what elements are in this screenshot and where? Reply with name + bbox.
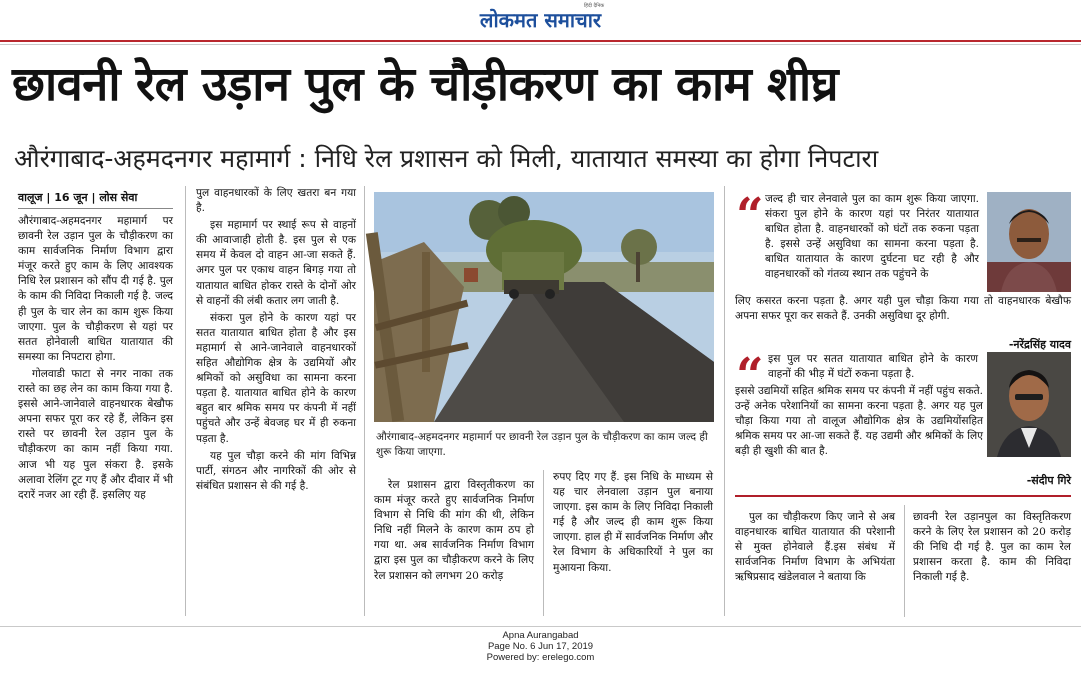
masthead-rule-thin	[0, 44, 1081, 45]
quote-1-top	[735, 188, 979, 281]
portrait-photo-2	[987, 352, 1071, 457]
footer-edition: Apna Aurangabad	[502, 630, 579, 641]
page-footer	[0, 630, 1081, 663]
article-column-2	[196, 186, 356, 614]
dateline: वालूज | 16 जून | लोस सेवा	[18, 190, 173, 209]
quote-2-author: -संदीप गिरे	[1026, 474, 1071, 487]
photo-caption: औरंगाबाद-अहमदनगर महामार्ग पर छावनी रेल उड़ान पुल के चौड़ीकरण का काम जल्द ही शुरू किया जाएगा.	[376, 431, 708, 458]
paragraph: रुपए दिए गए हैं. इस निधि के माध्यम से यह चार लेनवाला उड़ान पुल बनाया जाएगा. इस काम के लिए निविदा निकाली गई है और जल्द ही काम शुरू किया जाएगा. हाल ही में सार्वजनिक निर्माण और रेल विभाग के अधिकारियों ने पुल का मुआयना किया.	[553, 471, 713, 574]
masthead-logo: लोकमत समाचार	[479, 8, 602, 32]
quote-2-text-bottom: इससे उद्यमियों सहित श्रमिक समय पर कंपनी में नहीं पहुंच सकते. उन्हें अनेक परेशानियों का सामना करना पड़ता है. अगर यह पुल चौड़ा किया गया तो वालूज औद्योगिक क्षेत्र के उद्यमियोंसहित श्रमिक समय पर आ-जा सकते हैं. यह उद्यमी और श्रमिकों के लिए बड़ी ही खुशी की बात है.	[735, 385, 983, 458]
footer-powered-by[interactable]: Powered by: erelego.com	[486, 652, 595, 663]
paragraph: पुल का चौड़ीकरण किए जाने से अब वाहनधारक बाधित यातायात की परेशानी से मुक्त होनेवाले हैं.इस संबंध में सार्वजनिक निर्माण विभाग के अभियंता ऋषिप्रसाद खंडेलवाल ने बताया कि	[735, 511, 895, 584]
column-divider	[364, 186, 365, 616]
masthead-tagline: हिंदी दैनिक	[584, 3, 605, 9]
paragraph: पुल वाहनधारकों के लिए खतरा बन गया है.	[196, 187, 356, 215]
paragraph: रेल प्रशासन द्वारा विस्तृतीकरण का काम मंजूर करते हुए सार्वजनिक निर्माण विभाग से निधि की मांग की थी, लेकिन निधि नहीं मिलने के कारण काम ठप हो गया था. अब सार्वजनिक निर्माण विभाग द्वारा इस पुल का चौड़ीकरण करने के लिए रेल प्रशासन को लगभग 20 करोड़	[374, 479, 534, 582]
bridge-photo	[374, 192, 714, 422]
quote-2-text-top: इस पुल पर सतत यातायात बाधित होने के कारण वाहनों की भीड़ में घंटों रुकना पड़ता है.	[768, 353, 978, 381]
column-divider	[904, 505, 905, 617]
paragraph: यह पुल चौड़ा करने की मांग विभिन्न पार्टी, संगठन और नागरिकों की ओर से संबंधित प्रशासन से की गई है.	[196, 449, 356, 492]
footer-page-info: Page No. 6 Jun 17, 2019	[487, 641, 594, 652]
section-divider	[735, 495, 1071, 497]
portrait-photo-1	[987, 192, 1071, 292]
quote-1-text-bottom: लिए कसरत करना पड़ता है. अगर यही पुल चौड़ा किया गया तो वाहनधारक बेखौफ अपना सफर पूरा कर सकते हैं. उनकी असुविधा दूर होगी.	[735, 295, 1071, 323]
headline: छावनी रेल उड़ान पुल के चौड़ीकरण का काम शीघ्र	[12, 57, 839, 112]
paragraph: गोलवाडी फाटा से नगर नाका तक रास्ते का छह लेन का काम किया गया है. इससे आने-जानेवाले वाहनधारक बेखौफ अपना सफर पूरा कर रहे हैं, लेकिन इस रास्ते पर छावनी रेल उड़ान पुल के चौड़ीकरण का काम नहीं किया गया. आज भी यह पुल संकरा है. इसके अलावा रेलिंग टूट गए हैं और दीवार में भी दरारें नजर आ रही हैं. इसलिए यह	[18, 367, 173, 501]
article-column-1	[18, 214, 173, 614]
article-column-3	[374, 478, 534, 618]
column-divider	[185, 186, 186, 616]
paragraph: छावनी रेल उड़ानपुल का विस्तृतिकरण करने के लिए रेल प्रशासन को 20 करोड़ की निधि दी गई है. पुल का काम रेल प्रशासन करता है. काम की निविदा निकाली गई है.	[913, 511, 1071, 584]
footer-rule	[0, 626, 1081, 627]
article-column-6	[913, 510, 1071, 615]
quote-mark-icon: “	[736, 188, 764, 244]
paragraph: इस महामार्ग पर स्थाई रूप से वाहनों की आवाजाही होती है. इस पुल से एक समय में केवल दो वाहन आ-जा सकते हैं. अगर पुल पर एकाध वाहन बिगड़ गया तो यातायात बाधित होकर रास्ते के दोनों ओर से वाहनों की लंबी कतार लग जाती है.	[196, 219, 356, 307]
column-divider	[543, 470, 544, 616]
quote-mark-icon: “	[736, 348, 764, 404]
subheadline: औरंगाबाद-अहमदनगर महामार्ग : निधि रेल प्रशासन को मिली, यातायात समस्या का होगा निपटारा	[14, 144, 879, 173]
paragraph: संकरा पुल होने के कारण यहां पर सतत यातायात बाधित होता है और इस महामार्ग से आने-जानेवाले वाहनधारकों सहित औद्योगिक क्षेत्र के उद्यमियों और श्रमिकों को असुविधा का सामना करना पड़ता है. यातायात बाधित होने के कारण बहुत बार श्रमिक समय पर कंपनी में नहीं पहुंचते और उन्हें बेवजह घर में ही रुकना पड़ता है.	[196, 311, 356, 445]
paragraph: औरंगाबाद-अहमदनगर महामार्ग पर छावनी रेल उड़ान पुल के चौड़ीकरण का काम सार्वजनिक निर्माण विभाग द्वारा मंजूर करते हुए काम के लिए आवश्यक निधि रेल प्रशासन को सौंप दी गई है. पुल के काम की निविदा निकाली गई है. जल्द ही पुल के चार लेन का काम शुरू किया जाएगा. पुल के चौड़ीकरण से यहां पर सतत होनेवाली बाधित यातायात की समस्या का निपटारा होगा.	[18, 215, 173, 363]
article-column-5	[735, 510, 895, 615]
masthead-rule	[0, 40, 1081, 42]
article-column-4	[553, 470, 713, 618]
quote-1-author: -नरेंद्रसिंह यादव	[1008, 338, 1071, 351]
quote-1-text-top: जल्द ही चार लेनवाले पुल का काम शुरू किया जाएगा. संकरा पुल होने के कारण यहां पर निरंतर यातायात बाधित होता है. वाहनधारकों को घंटों तक रुकना पड़ता है. इससे उन्हें असुविधा का सामना करना पड़ता है. बाधित यातायात के कारण दुर्घटना घट रही है और वाहनधारकों को गंतव्य स्थान तक पहुंचने के	[765, 193, 979, 281]
column-divider	[724, 186, 725, 616]
